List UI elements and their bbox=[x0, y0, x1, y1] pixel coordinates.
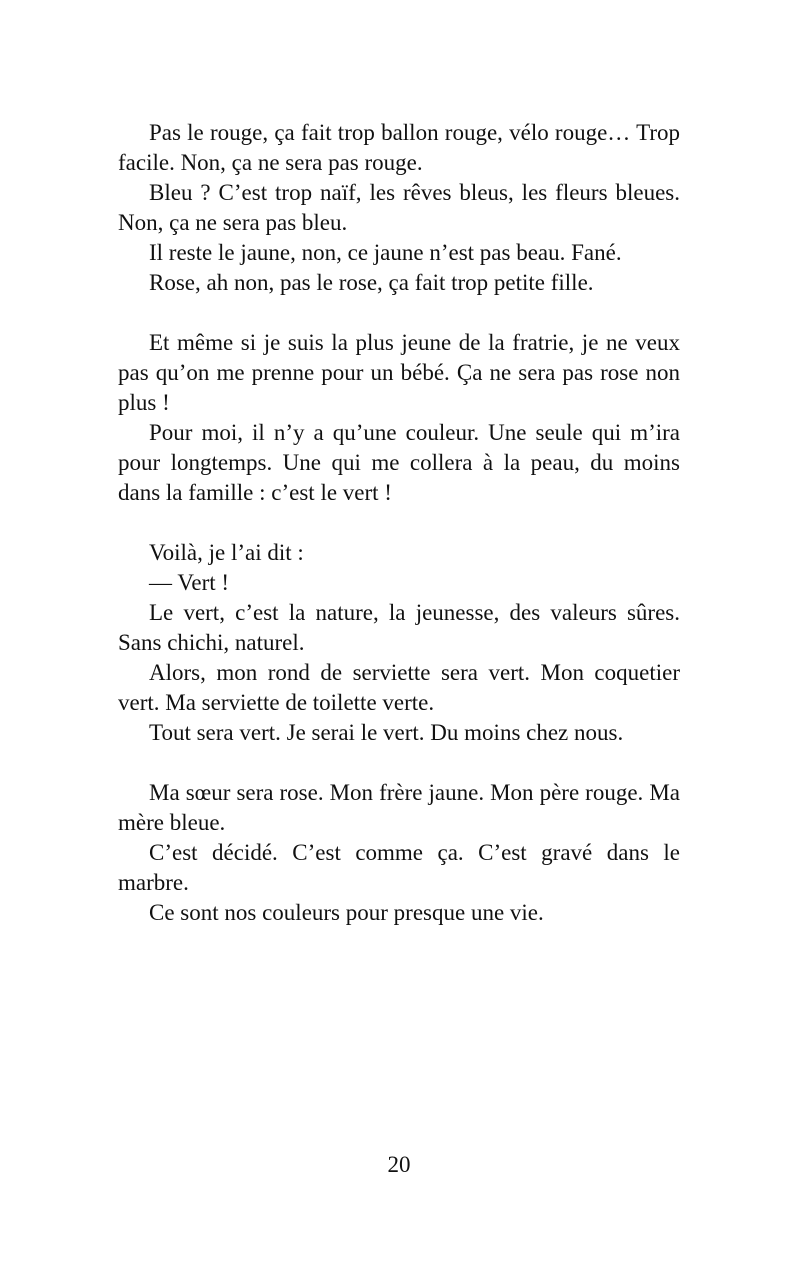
paragraph: Le vert, c’est la nature, la jeunesse, des valeurs sûres. Sans chichi, naturel. bbox=[118, 600, 680, 655]
paragraph: Rose, ah non, pas le rose, ça fait trop petite fille. bbox=[149, 270, 594, 295]
paragraph: Voilà, je l’ai dit : bbox=[149, 540, 304, 565]
paragraph: Alors, mon rond de serviette sera vert. Mon coquetier vert. Ma serviette de toilette verte. bbox=[118, 660, 680, 715]
paragraph: Il reste le jaune, non, ce jaune n’est pas beau. Fané. bbox=[149, 240, 622, 265]
paragraph: Pour moi, il n’y a qu’une couleur. Une seule qui m’ira pour longtemps. Une qui me collera à la peau, du moins dans la famille : c’est le vert ! bbox=[118, 420, 680, 505]
paragraph: Et même si je suis la plus jeune de la fratrie, je ne veux pas qu’on me prenne pour un bébé. Ça ne sera pas rose non plus ! bbox=[118, 330, 680, 415]
section-break bbox=[118, 748, 680, 778]
section-break bbox=[118, 508, 680, 538]
page-body bbox=[118, 118, 680, 928]
paragraph: Bleu ? C’est trop naïf, les rêves bleus, les fleurs bleues. Non, ça ne sera pas bleu. bbox=[118, 180, 680, 235]
dialogue-line: — Vert ! bbox=[149, 570, 230, 595]
paragraph: Ma sœur sera rose. Mon frère jaune. Mon père rouge. Ma mère bleue. bbox=[118, 780, 680, 835]
paragraph: Ce sont nos couleurs pour presque une vie. bbox=[149, 900, 544, 925]
page-number: 20 bbox=[387, 1152, 411, 1177]
paragraph: C’est décidé. C’est comme ça. C’est gravé dans le marbre. bbox=[118, 840, 680, 895]
section-break bbox=[118, 298, 680, 328]
paragraph: Tout sera vert. Je serai le vert. Du moins chez nous. bbox=[149, 720, 624, 745]
paragraph: Pas le rouge, ça fait trop ballon rouge, vélo rouge… Trop facile. Non, ça ne sera pas rouge. bbox=[118, 120, 680, 175]
